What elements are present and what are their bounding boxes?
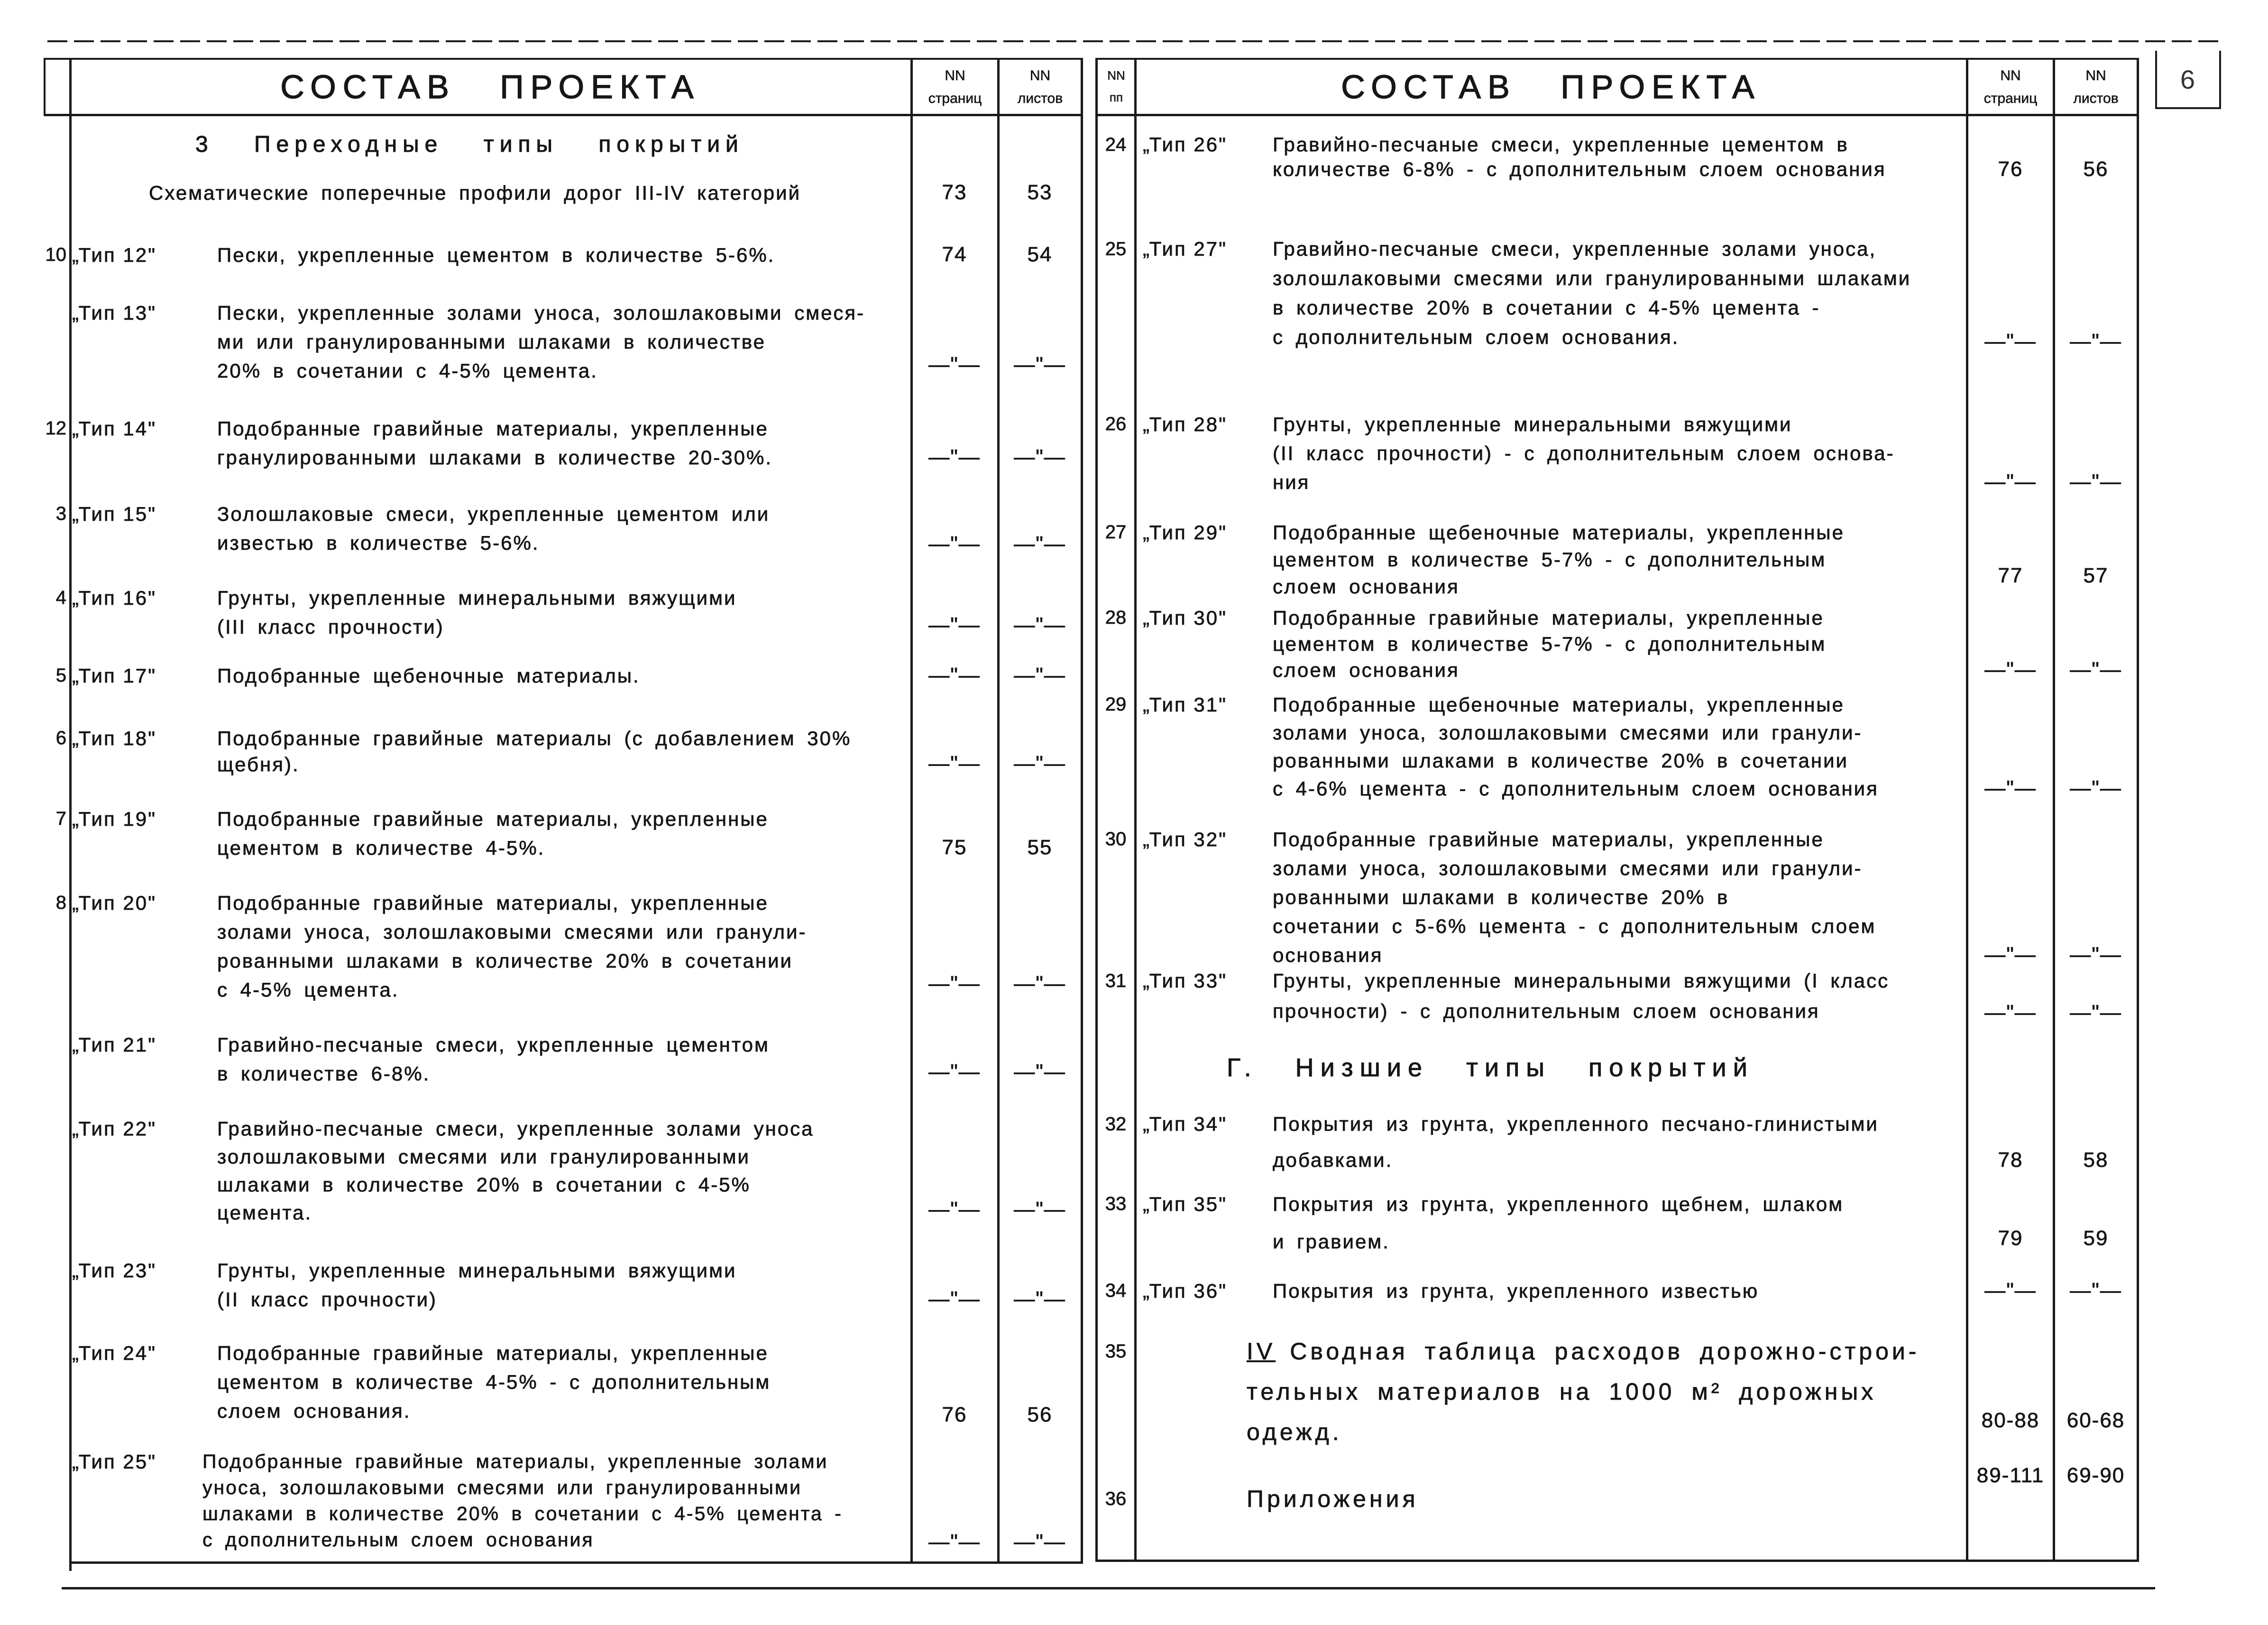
description-line: Подобранные гравийные материалы, укрепленные [217,417,769,440]
description-line: Покрытия из грунта, укрепленного известью [1273,1279,1759,1302]
description-line: ми или гранулированными шлаками в количестве [217,330,766,353]
sheet-count: —"— [1014,1530,1066,1553]
row-number: 24 [1105,134,1127,155]
description-line: Подобранные гравийные материалы, укрепленные [217,891,769,914]
type-label: „Тип 35" [1143,1192,1228,1215]
left-table-right-rule [1081,58,1083,1564]
page-count: —"— [928,532,981,555]
description [217,1256,736,1314]
description-line: Грунты, укрепленные минеральными вяжущими (I класс [1273,969,1890,992]
row-number: 8 [55,892,66,913]
description [217,888,807,1004]
sheet-count: —"— [1014,532,1066,555]
right-sheets-nn: NN [2085,68,2106,83]
sheet-count: —"— [1014,664,1066,687]
description [217,583,736,641]
description [217,298,865,385]
page-count: 89-111 [1976,1464,2045,1487]
type-label: „Тип 33" [1143,969,1228,992]
row-number: 31 [1105,970,1127,991]
sheet-count: —"— [2070,330,2122,353]
description-line: шлаками в количестве 20% в сочетании с 4-5% цемента - [202,1502,843,1524]
type-label: „Тип 21" [72,1033,157,1056]
type-label: „Тип 27" [1143,238,1228,260]
row-number: 12 [45,417,66,439]
sheet-count: —"— [1014,752,1066,775]
description-line: сочетании с 5-6% цемента - с дополнительным слоем [1273,914,1876,937]
description-line: Гравийно-песчаные смеси, укрепленные цементом в [1273,133,1849,156]
page-count: —"— [928,1287,981,1311]
description-line: слоем основания [1273,575,1460,598]
description-line: известью в количестве 5-6%. [217,531,540,554]
row-number: 35 [1105,1340,1127,1362]
type-label: „Тип 26" [1143,133,1228,156]
type-label: „Тип 28" [1143,413,1228,435]
description [1273,519,1845,600]
description-line: рованными шлаками в количестве 20% в сочетании [1273,749,1848,772]
page-count: —"— [928,1198,981,1221]
sheet-count: 55 [1027,836,1053,859]
description-line: основания [1273,943,1383,966]
description-line: Грунты, укрепленные минеральными вяжущими [217,1259,737,1282]
description-line: цементом в количестве 5-7% - с дополнительным [1273,632,1827,655]
page-count: —"— [1984,943,2037,966]
page-count: 76 [942,1403,967,1426]
left-pages-label: страниц [928,91,982,106]
left-sheets-col-rule [997,58,1000,1564]
page-count: —"— [1984,1001,2037,1024]
row-number: 7 [55,808,66,829]
page-count: 77 [1998,564,2023,587]
description [217,240,775,269]
description [1273,966,1889,1026]
type-label: „Тип 12" [72,243,157,266]
sheet-count: 69-90 [2066,1464,2125,1487]
description-line: (II класс прочности) [217,1288,438,1311]
description-line: Подобранные гравийные материалы, укрепленные [217,1341,769,1364]
description [149,178,801,207]
description [1273,132,1886,182]
type-label: „Тип 17" [72,664,157,687]
type-label: „Тип 22" [72,1117,157,1140]
description-line: Подобранные гравийные материалы, укрепленные [1273,606,1824,629]
description [217,661,640,690]
row-number: 4 [55,587,66,608]
description-line: цементом в количестве 4-5%. [217,836,545,859]
type-label: „Тип 29" [1143,521,1228,544]
page-count: —"— [928,613,981,637]
description-line: гранулированными шлаками в количестве 20-30%. [217,446,773,469]
description-line: золами уноса, золошлаковыми смесями или гранули- [1273,721,1863,744]
section-heading: Г. Низшие типы покрытий [1227,1053,1754,1082]
description [217,414,772,472]
type-label: „Тип 30" [1143,606,1228,629]
right-sheets-header [2055,61,2137,114]
page-count: 78 [1998,1148,2023,1172]
type-label: „Тип 13" [72,301,157,324]
page-count: 75 [942,836,967,859]
sheet-count: —"— [2070,1279,2122,1302]
type-label: „Тип 18" [72,727,157,749]
page-count: —"— [928,752,981,775]
sheet-count: 59 [2083,1227,2109,1250]
row-number: 32 [1105,1114,1127,1135]
description-line: уноса, золошлаковыми смесями или гранулированными [202,1476,802,1498]
description-line: Пески, укрепленные золами уноса, золошлаковыми смеся- [217,301,865,324]
right-pages-nn: NN [2000,68,2021,83]
description-line: Гравийно-песчаные смеси, укрепленные золами уноса [217,1117,814,1140]
description-line: добавками. [1273,1149,1393,1171]
sheet-count: 56 [1027,1403,1053,1426]
row-number: 5 [55,665,66,686]
sheet-count: —"— [2070,470,2122,493]
sheet-count: 57 [2083,564,2109,587]
row-number: 30 [1105,828,1127,849]
right-sheets-label: листов [2073,91,2119,106]
page-count: —"— [1984,1279,2037,1302]
sheet-count: —"— [2070,658,2122,681]
page-count: —"— [928,664,981,687]
page-count: 74 [942,243,967,266]
description-line: ния [1273,471,1310,493]
description-line: с дополнительным слоем основания [202,1528,594,1551]
right-table-right-rule [2137,58,2139,1562]
description-line: Схематические поперечные профили дорог III-IV категорий [149,181,801,204]
type-label: „Тип 25" [72,1450,157,1473]
page-count: —"— [928,972,981,995]
left-pages-col-rule [910,58,913,1564]
row-number: 36 [1105,1488,1127,1509]
description [1273,410,1895,497]
left-sheets-nn: NN [1029,68,1051,83]
description [1273,234,1911,352]
right-pages-label: страниц [1983,91,2038,106]
description [1273,1185,1844,1260]
type-label: „Тип 34" [1143,1113,1228,1135]
description-line: цемента. [217,1201,312,1224]
description-line: одежд. [1247,1418,1342,1445]
page-count: 76 [1998,157,2023,181]
row-number: 10 [45,244,66,265]
description [217,725,851,777]
page-count: —"— [1984,776,2037,800]
description-line: Приложения [1247,1485,1419,1512]
bottom-rule [62,1587,2155,1589]
sheet-count: —"— [2070,776,2122,800]
description-line: 20% в сочетании с 4-5% цемента. [217,359,598,382]
description-line: тельных материалов на 1000 м² дорожных [1247,1378,1877,1405]
description-line: золошлаковыми смесями или гранулированными шлаками [1273,267,1911,289]
page-count: —"— [1984,470,2037,493]
sheet-count: 58 [2083,1148,2109,1172]
left-sheets-header [999,61,1081,114]
sheet-count: —"— [1014,353,1066,376]
type-label: „Тип 19" [72,807,157,830]
description [1273,825,1876,969]
left-pages-nn: NN [945,68,965,83]
page-count: 79 [1998,1227,2023,1250]
description [217,804,769,862]
description-line: (III класс прочности) [217,615,444,638]
row-number: 25 [1105,239,1127,259]
description [217,1115,814,1227]
right-table-bottom-rule [1096,1560,2139,1562]
type-label: „Тип 32" [1143,828,1228,850]
description-line: в количестве 6-8%. [217,1062,431,1085]
sheet-count: 54 [1027,243,1053,266]
description-line: щебня). [217,753,300,776]
right-num-header [1097,61,1135,114]
left-outer-rule [69,58,72,1571]
description-line: золами уноса, золошлаковыми смесями или гранули- [1273,857,1863,879]
description-line: в количестве 20% в сочетании с 4-5% цемента - [1273,296,1820,319]
description-line: рованными шлаками в количестве 20% в [1273,886,1729,908]
section-heading: 3 Переходные типы покрытий [195,132,744,157]
description-line: золами уноса, золошлаковыми смесями или гранули- [217,920,807,943]
left-table-title: СОСТАВ ПРОЕКТА [280,68,700,105]
right-pages-col-rule [1966,58,1968,1562]
description-line: слоем основания [1273,658,1460,681]
row-number: 33 [1105,1193,1127,1214]
description-line: Золошлаковые смеси, укрепленные цементом или [217,502,770,525]
description-line: Подобранные щебеночные материалы, укрепленные [1273,521,1845,544]
description-line: прочности) - с дополнительным слоем основания [1273,1000,1820,1022]
row-number: 28 [1105,607,1127,628]
description [1273,1276,1759,1305]
page-count: 80-88 [1981,1409,2040,1432]
type-label: „Тип 14" [72,417,157,440]
description-line: (II класс прочности) - с дополнительным слоем основа- [1273,442,1895,464]
right-num-pp: пп [1109,90,1123,104]
left-corner-rule [44,58,46,116]
sheet-count: —"— [1014,1287,1066,1311]
page-count: —"— [928,1530,981,1553]
roman-numeral: IV [1247,1338,1276,1365]
description [1273,1106,1879,1178]
top-dashed-rule [47,40,2224,42]
page-count: —"— [928,1060,981,1083]
sheet-count: —"— [2070,943,2122,966]
description-line: золошлаковыми смесями или гранулированными [217,1145,751,1168]
description-line: Гравийно-песчаные смеси, укрепленные золами уноса, [1273,238,1877,260]
description [1247,1331,1919,1452]
description [1273,691,1879,803]
row-number: 3 [55,503,66,524]
description-line: цементом в количестве 4-5% - с дополнительным [217,1370,771,1393]
description-line [1247,1331,1919,1372]
description-line: и гравием. [1273,1230,1390,1253]
description-line: рованными шлаками в количестве 20% в сочетании [217,949,793,972]
type-label: „Тип 24" [72,1341,157,1364]
left-pages-header [912,61,998,114]
page-count: —"— [1984,658,2037,681]
sheet-count: —"— [1014,1198,1066,1221]
left-sheets-label: листов [1017,91,1063,106]
page-count: —"— [928,353,981,376]
description-line: Подобранные гравийные материалы, укрепленные [1273,828,1824,850]
right-num-nn: NN [1107,68,1125,83]
sheet-count: —"— [2070,1001,2122,1024]
description-line: Подобранные щебеночные материалы. [217,664,640,687]
description [217,1030,770,1088]
right-pages-header [1968,61,2053,114]
description-line: количестве 6-8% - с дополнительным слоем основания [1273,158,1886,180]
description-line: Покрытия из грунта, укрепленного песчано-глинистыми [1273,1113,1879,1135]
row-number: 29 [1105,693,1127,715]
page-count: 73 [942,181,967,204]
right-table-title: СОСТАВ ПРОЕКТА [1341,68,1761,105]
sheet-count: —"— [1014,445,1066,469]
type-label: „Тип 31" [1143,693,1228,716]
sheet-count: 53 [1027,181,1053,204]
type-label: „Тип 16" [72,586,157,609]
description-line: с 4-6% цемента - с дополнительным слоем основания [1273,777,1879,800]
description-line: Подобранные гравийные материалы (с добавлением 30% [217,727,852,749]
right-sheets-col-rule [2053,58,2055,1562]
description-line: Подобранные щебеночные материалы, укрепленные [1273,693,1845,716]
description [1247,1485,1419,1514]
description-line: с 4-5% цемента. [217,978,399,1001]
type-label: „Тип 20" [72,891,157,914]
description-line: Подобранные гравийные материалы, укрепленные золами [202,1450,828,1472]
sheet-count: 56 [2083,157,2109,181]
page-count: —"— [928,445,981,469]
description-line: Грунты, укрепленные минеральными вяжущими [217,586,737,609]
description-line: шлаками в количестве 20% в сочетании с 4-5% [217,1173,751,1196]
description [202,1449,843,1553]
row-number: 26 [1105,413,1127,434]
sheet-count: 60-68 [2066,1409,2125,1432]
description [217,499,770,557]
sheet-number: 6 [2180,65,2195,94]
description-line: Покрытия из грунта, укрепленного щебнем, шлаком [1273,1192,1844,1215]
sheet-count: —"— [1014,1060,1066,1083]
sheet-count: —"— [1014,972,1066,995]
description-line: Пески, укрепленные цементом в количестве 5-6%. [217,243,775,266]
description-text: Сводная таблица расходов дорожно-строи- [1290,1338,1920,1365]
type-label: „Тип 23" [72,1259,157,1282]
row-number: 27 [1105,521,1127,543]
description-line: Подобранные гравийные материалы, укрепленные [217,807,769,830]
description-line: Грунты, укрепленные минеральными вяжущими [1273,413,1792,435]
description [217,1339,771,1425]
row-number: 6 [55,727,66,748]
page-count: —"— [1984,330,2037,353]
description-line: с дополнительным слоем основания. [1273,326,1680,348]
type-label: „Тип 15" [72,502,157,525]
left-table-bottom-rule [69,1561,1082,1564]
description [1273,605,1826,683]
sheet-count: —"— [1014,613,1066,637]
type-label: „Тип 36" [1143,1279,1228,1302]
description-line: Гравийно-песчаные смеси, укрепленные цементом [217,1033,770,1056]
row-number: 34 [1105,1280,1127,1301]
description-line: слоем основания. [217,1399,411,1422]
description-line: цементом в количестве 5-7% - с дополнительным [1273,548,1827,571]
